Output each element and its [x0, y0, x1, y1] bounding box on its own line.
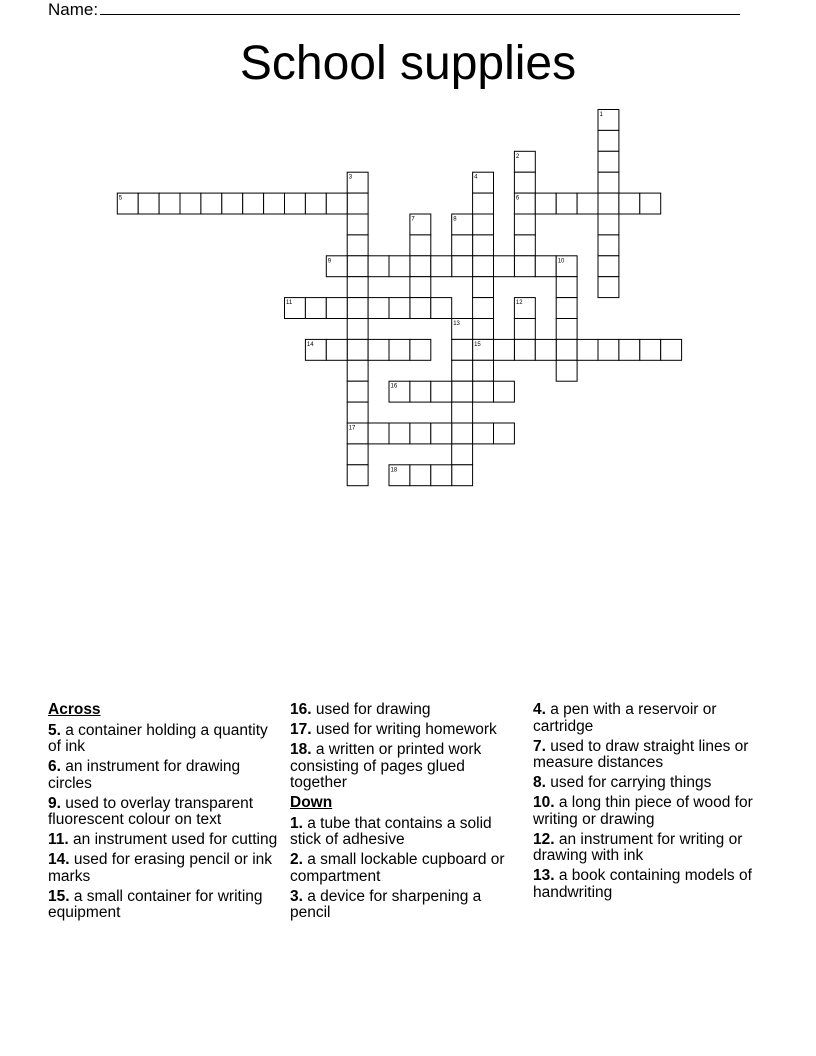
grid-cell[interactable] — [326, 193, 347, 214]
name-label: Name: — [48, 0, 99, 19]
clue-number: 8. — [533, 774, 546, 791]
clue-column-2 — [290, 702, 526, 925]
grid-cell[interactable] — [347, 465, 368, 486]
clue-number: 5. — [48, 721, 61, 739]
grid-cell[interactable] — [410, 235, 431, 256]
grid-cell[interactable] — [389, 423, 410, 444]
grid-cell[interactable] — [535, 256, 556, 277]
grid-cell[interactable] — [556, 193, 577, 214]
grid-number: 15 — [474, 341, 481, 348]
grid-number: 12 — [515, 300, 523, 307]
grid-cell[interactable] — [389, 256, 410, 277]
grid-cell[interactable] — [222, 193, 243, 214]
grid-number: 11 — [286, 300, 293, 307]
grid-cell[interactable] — [243, 193, 264, 214]
grid-cell[interactable] — [326, 339, 347, 360]
grid-cell[interactable] — [494, 423, 515, 444]
grid-cell[interactable] — [473, 319, 494, 340]
grid-cell[interactable] — [389, 339, 410, 360]
grid-cell[interactable] — [598, 193, 619, 214]
clue-column-3 — [533, 702, 769, 905]
grid-cell[interactable] — [577, 339, 598, 360]
grid-cell[interactable] — [368, 339, 389, 360]
grid-cell[interactable] — [410, 381, 431, 402]
clue-item — [48, 796, 284, 829]
grid-cell[interactable] — [347, 339, 368, 360]
grid-number: 16 — [390, 383, 398, 390]
grid-cell[interactable] — [431, 381, 452, 402]
grid-cell[interactable] — [368, 298, 389, 319]
clue-text: a container holding a quantity of ink — [48, 721, 268, 755]
grid-cell[interactable] — [556, 339, 577, 360]
clue-text: used for carrying things — [550, 774, 712, 791]
grid-cell[interactable] — [473, 360, 494, 381]
grid-cell[interactable] — [410, 277, 431, 298]
grid-cell[interactable] — [661, 339, 682, 360]
grid-cell[interactable] — [264, 193, 285, 214]
clue-number: 14. — [48, 851, 70, 868]
clue-number: 12. — [533, 830, 555, 848]
clue-item — [533, 832, 769, 865]
page-title: School supplies — [239, 37, 577, 90]
clue-item — [48, 759, 284, 792]
grid-cell[interactable] — [347, 402, 368, 423]
clue-number: 2. — [290, 851, 303, 868]
clue-item — [290, 702, 526, 719]
grid-cell[interactable] — [514, 214, 535, 235]
grid-cell[interactable] — [514, 235, 535, 256]
grid-cell[interactable] — [640, 339, 661, 360]
clue-number: 10. — [533, 794, 555, 811]
clue-number: 15. — [48, 887, 70, 905]
grid-cell[interactable] — [598, 256, 619, 277]
grid-cell[interactable] — [431, 256, 452, 277]
grid-cell[interactable] — [138, 193, 159, 214]
grid-cell[interactable] — [577, 193, 598, 214]
clue-column-1 — [48, 702, 284, 925]
grid-cell[interactable] — [452, 444, 473, 465]
clue-item — [533, 739, 769, 772]
clue-number: 3. — [290, 887, 303, 905]
grid-cell[interactable] — [494, 381, 515, 402]
grid-cell[interactable] — [598, 339, 619, 360]
grid-cell[interactable] — [473, 298, 494, 319]
grid-cell[interactable] — [598, 214, 619, 235]
grid-cell[interactable] — [347, 444, 368, 465]
grid-cell[interactable] — [389, 298, 410, 319]
grid-cell[interactable] — [452, 360, 473, 381]
grid-cell[interactable] — [410, 339, 431, 360]
grid-cell[interactable] — [473, 214, 494, 235]
grid-cell[interactable] — [347, 298, 368, 319]
clue-item — [533, 702, 769, 735]
clue-text: a written or printed work consisting of pages glued together — [290, 741, 482, 791]
grid-cell[interactable] — [494, 339, 515, 360]
clue-text: used for erasing pencil or ink marks — [48, 851, 273, 885]
grid-cell[interactable] — [473, 423, 494, 444]
grid-number: 8 — [453, 216, 457, 223]
grid-cell[interactable] — [347, 256, 368, 277]
grid-cell[interactable] — [473, 193, 494, 214]
grid-cell[interactable] — [410, 298, 431, 319]
clue-item — [48, 852, 284, 885]
clue-item — [48, 832, 284, 849]
grid-number: 4 — [474, 174, 478, 181]
clue-text: an instrument used for cutting — [73, 831, 278, 848]
clue-number: 6. — [48, 758, 61, 775]
grid-cell[interactable] — [347, 235, 368, 256]
grid-cell[interactable] — [305, 298, 326, 319]
grid-number: 7 — [411, 216, 415, 223]
grid-cell[interactable] — [452, 339, 473, 360]
clue-number: 18. — [290, 741, 312, 758]
grid-cell[interactable] — [598, 130, 619, 151]
clue-item — [290, 816, 526, 849]
grid-number: 3 — [348, 174, 353, 181]
grid-cell[interactable] — [347, 360, 368, 381]
clue-text: a tube that contains a solid stick of adhesive — [290, 814, 492, 848]
clue-text: a small container for writing equipment — [48, 887, 263, 921]
grid-cell[interactable] — [347, 214, 368, 235]
clue-text: used for writing homework — [315, 721, 497, 738]
grid-cell[interactable] — [452, 235, 473, 256]
grid-cell[interactable] — [326, 298, 347, 319]
clue-number: 16. — [290, 701, 312, 718]
grid-cell[interactable] — [473, 235, 494, 256]
grid-cell[interactable] — [452, 402, 473, 423]
grid-cell[interactable] — [368, 256, 389, 277]
grid-number: 14 — [306, 341, 314, 348]
grid-cell[interactable] — [452, 381, 473, 402]
clue-item — [533, 795, 769, 828]
clue-item — [48, 723, 284, 756]
grid-cell[interactable] — [347, 381, 368, 402]
grid-cell[interactable] — [535, 339, 556, 360]
clue-text: a long thin piece of wood for writing or drawing — [533, 794, 753, 828]
clue-item — [533, 775, 769, 792]
grid-cell[interactable] — [285, 193, 306, 214]
clue-section-header: Down — [290, 794, 333, 811]
grid-number: 1 — [599, 112, 603, 118]
grid-cell[interactable] — [619, 193, 640, 214]
clue-text: an instrument for drawing circles — [48, 758, 241, 792]
clue-number: 17. — [290, 721, 312, 738]
grid-number: 13 — [453, 321, 460, 327]
clue-section-header: Across — [48, 701, 101, 718]
clue-text: used to draw straight lines or measure distances — [533, 737, 749, 771]
grid-number: 2 — [515, 153, 520, 160]
grid-cell[interactable] — [305, 193, 326, 214]
grid-cell[interactable] — [556, 319, 577, 340]
grid-cell[interactable] — [619, 339, 640, 360]
grid-cell[interactable] — [473, 381, 494, 402]
grid-cell[interactable] — [556, 277, 577, 298]
grid-cell[interactable] — [452, 256, 473, 277]
grid-cell[interactable] — [514, 319, 535, 340]
grid-cell[interactable] — [598, 151, 619, 172]
clue-text: used to overlay transparent fluorescent colour on text — [48, 794, 254, 828]
clue-text: a pen with a reservoir or cartridge — [533, 701, 717, 735]
clue-text: a book containing models of handwriting — [533, 867, 752, 901]
clue-item — [290, 889, 526, 922]
clue-number: 4. — [533, 701, 546, 718]
grid-number: 6 — [515, 195, 520, 202]
grid-cell[interactable] — [159, 193, 180, 214]
clue-number: 1. — [290, 814, 303, 832]
grid-number: 17 — [348, 425, 356, 432]
grid-cell[interactable] — [347, 319, 368, 340]
grid-cell[interactable] — [410, 256, 431, 277]
clue-text: a small lockable cupboard or compartment — [290, 851, 505, 885]
clue-number: 13. — [533, 867, 555, 884]
clue-item — [48, 889, 284, 922]
grid-cell[interactable] — [347, 277, 368, 298]
clue-number: 11. — [48, 831, 69, 848]
clue-item — [290, 852, 526, 885]
grid-cell[interactable] — [598, 235, 619, 256]
grid-number: 5 — [118, 195, 123, 202]
clue-item — [533, 868, 769, 901]
clue-text: an instrument for writing or drawing with ink — [533, 830, 743, 864]
grid-cell[interactable] — [473, 256, 494, 277]
grid-cell[interactable] — [180, 193, 201, 214]
clue-text: used for drawing — [315, 701, 431, 718]
grid-cell[interactable] — [410, 465, 431, 486]
grid-cell[interactable] — [410, 423, 431, 444]
grid-cell[interactable] — [598, 172, 619, 193]
grid-cell[interactable] — [494, 256, 515, 277]
grid-cell[interactable] — [535, 193, 556, 214]
grid-cell[interactable] — [347, 193, 368, 214]
grid-cell[interactable] — [201, 193, 222, 214]
clue-number: 7. — [533, 737, 546, 755]
grid-cell[interactable] — [514, 172, 535, 193]
clue-item — [290, 742, 526, 792]
clue-item — [290, 722, 526, 739]
grid-cell[interactable] — [598, 277, 619, 298]
grid-cell[interactable] — [556, 298, 577, 319]
grid-number: 10 — [557, 258, 565, 265]
grid-cell[interactable] — [473, 277, 494, 298]
clue-number: 9. — [48, 794, 61, 812]
grid-cell[interactable] — [431, 465, 452, 486]
grid-cell[interactable] — [514, 256, 535, 277]
grid-cell[interactable] — [452, 465, 473, 486]
grid-cell[interactable] — [368, 423, 389, 444]
grid-cell[interactable] — [431, 298, 452, 319]
grid-cell[interactable] — [452, 423, 473, 444]
clue-text: a device for sharpening a pencil — [290, 887, 482, 921]
grid-number: 18 — [390, 467, 398, 474]
grid-cell[interactable] — [431, 423, 452, 444]
grid-cell[interactable] — [514, 339, 535, 360]
grid-number: 9 — [327, 258, 332, 265]
grid-cell[interactable] — [640, 193, 661, 214]
grid-cell[interactable] — [556, 360, 577, 381]
